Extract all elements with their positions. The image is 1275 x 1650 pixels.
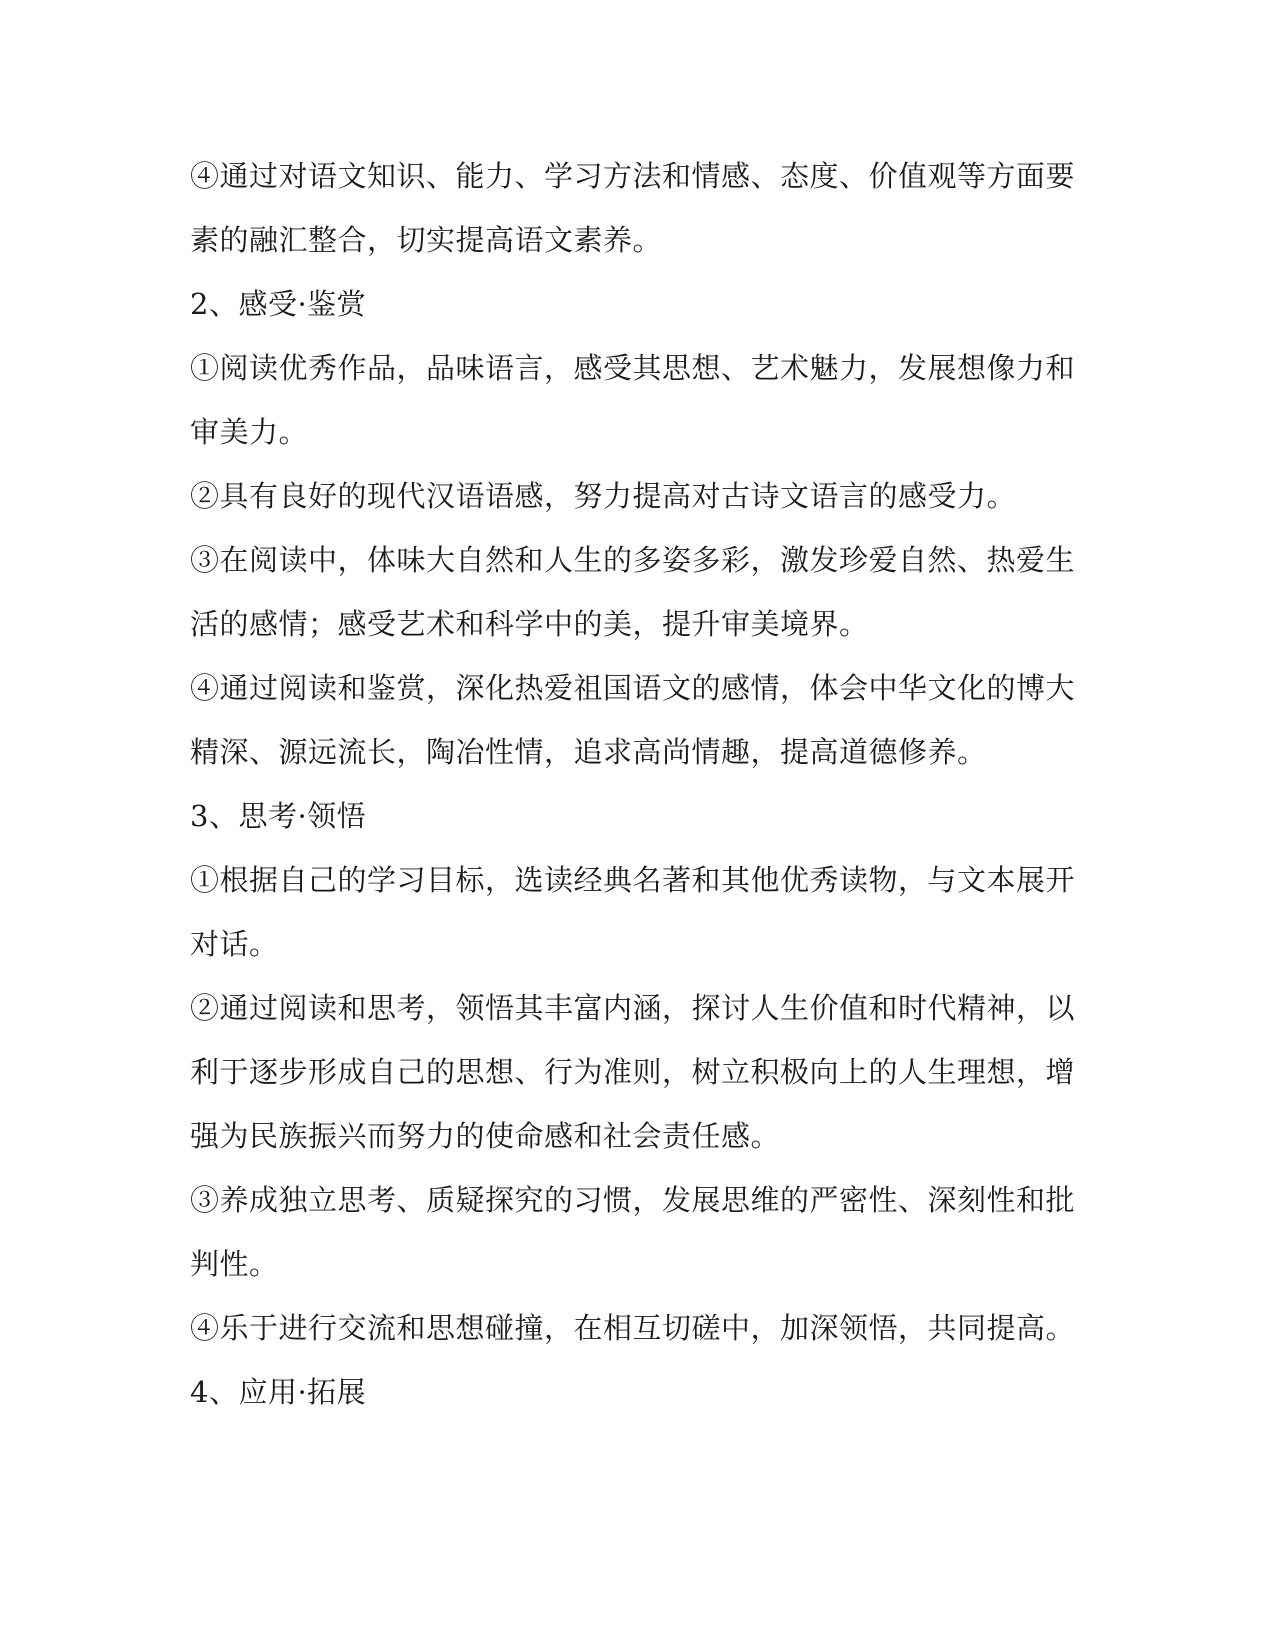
text-line: ④乐于进行交流和思想碰撞，在相互切磋中，加深领悟，共同提高。 [190,1311,1076,1345]
document-body [190,159,1076,1440]
text-line: 对话。 [190,927,279,961]
text-line: ③养成独立思考、质疑探究的习惯，发展思维的严密性、深刻性和批 [190,1183,1076,1217]
text-line: 判性。 [190,1247,279,1281]
text-line: 精深、源远流长，陶冶性情，追求高尚情趣，提高道德修养。 [190,735,987,769]
text-line: ②具有良好的现代汉语语感，努力提高对古诗文语言的感受力。 [190,479,1017,513]
text-line: ③在阅读中，体味大自然和人生的多姿多彩，激发珍爱自然、热爱生 [190,543,1076,577]
section-heading: 4、应用·拓展 [190,1375,367,1409]
text-line: 素的融汇整合，切实提高语文素养。 [190,223,663,257]
text-line: 审美力。 [190,415,309,449]
text-line: 活的感情；感受艺术和科学中的美，提升审美境界。 [190,607,869,641]
text-line: 利于逐步形成自己的思想、行为准则，树立积极向上的人生理想，增 [190,1055,1076,1089]
text-line: 强为民族振兴而努力的使命感和社会责任感。 [190,1119,781,1153]
text-line: ④通过对语文知识、能力、学习方法和情感、态度、价值观等方面要 [190,159,1076,193]
text-line: ①根据自己的学习目标，选读经典名著和其他优秀读物，与文本展开 [190,863,1076,897]
text-line: ②通过阅读和思考，领悟其丰富内涵，探讨人生价值和时代精神，以 [190,991,1076,1025]
section-heading: 2、感受·鉴赏 [190,287,367,321]
text-line: ④通过阅读和鉴赏，深化热爱祖国语文的感情，体会中华文化的博大 [190,671,1076,705]
text-line: ①阅读优秀作品，品味语言，感受其思想、艺术魅力，发展想像力和 [190,351,1076,385]
section-heading: 3、思考·领悟 [190,799,367,833]
